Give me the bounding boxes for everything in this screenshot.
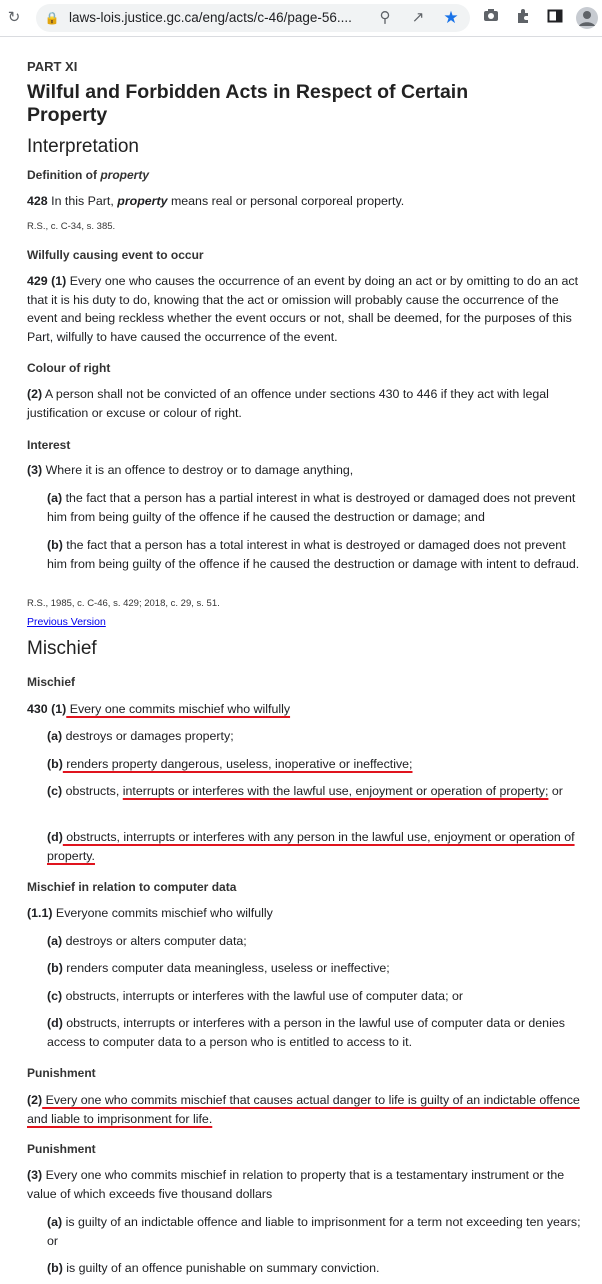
star-icon[interactable]: ★	[443, 8, 459, 27]
paragraph-430-3-b: (b) is guilty of an offence punishable on summary conviction.	[47, 1261, 380, 1275]
marginal-note-punishment-2: Punishment	[27, 1142, 96, 1156]
browser-toolbar	[0, 0, 602, 37]
part-label: PART XI	[27, 59, 78, 74]
camera-icon[interactable]	[481, 8, 501, 28]
extensions-icon[interactable]	[513, 8, 533, 28]
previous-version-link[interactable]: Previous Version	[27, 616, 106, 628]
marginal-note-colour: Colour of right	[27, 361, 111, 375]
paragraph-430-1-1-c: (c) obstructs, interrupts or interferes with the lawful use of computer data; or	[47, 989, 463, 1003]
url-text[interactable]: laws-lois.justice.gc.ca/eng/acts/c-46/page-56....	[69, 10, 352, 25]
history-428: R.S., c. C-34, s. 385.	[27, 221, 116, 232]
section-430-3: (3) Every one who commits mischief in relation to property that is a testamentary instrument or the value of which exceeds five thousand dollars	[27, 1168, 565, 1201]
lock-icon[interactable]: 🔒	[44, 11, 60, 25]
paragraph-429-3-b: (b) the fact that a person has a total interest in what is destroyed or damaged does not prevent him from being guilty of the offence if he caused the destruction or damage with intent to defraud.	[47, 538, 580, 571]
section-429-2: (2) A person shall not be convicted of an offence under sections 430 to 446 if they act with legal justification or excuse or colour of right.	[27, 387, 549, 420]
section-429-1: 429 (1) Every one who causes the occurrence of an event by doing an act or by omitting to do an act that it is his duty to do, knowing that the act or omission will probably cause the occurrence of the event and being reckless whether the event occurs or not, shall be deemed, for the purposes of this Part, wilfully to have caused the occurrence of the event.	[27, 274, 579, 344]
marginal-note-430: Mischief	[27, 675, 76, 689]
paragraph-430-b: (b) renders property dangerous, useless, inoperative or ineffective;	[47, 757, 413, 771]
history-429: R.S., 1985, c. C-46, s. 429; 2018, c. 29, s. 51.	[27, 598, 220, 609]
paragraph-430-c: (c) obstructs, interrupts or interferes with the lawful use, enjoyment or operation of property; or	[47, 784, 563, 798]
marginal-note-punishment-1: Punishment	[27, 1066, 96, 1080]
paragraph-430-1-1-b: (b) renders computer data meaningless, useless or ineffective;	[47, 961, 390, 975]
marginal-note-429: Wilfully causing event to occur	[27, 248, 204, 262]
section-429-3: (3) Where it is an offence to destroy or to damage anything,	[27, 463, 354, 477]
paragraph-430-3-a: (a) is guilty of an indictable offence and liable to imprisonment for a term not exceeding ten years; or	[47, 1215, 581, 1248]
paragraph-430-a: (a) destroys or damages property;	[47, 729, 234, 743]
paragraph-430-1-1-d: (d) obstructs, interrupts or interferes with a person in the lawful use of computer data or denies access to computer data to a person who is entitled to access to it.	[47, 1016, 565, 1049]
mischief-heading: Mischief	[27, 638, 97, 659]
marginal-note-computer-data: Mischief in relation to computer data	[27, 880, 237, 894]
section-428: 428 In this Part, property means real or personal corporeal property.	[27, 194, 405, 208]
profile-avatar[interactable]	[576, 7, 598, 29]
paragraph-430-1-1-a: (a) destroys or alters computer data;	[47, 934, 247, 948]
marginal-note-interest: Interest	[27, 438, 71, 452]
page-title: Wilful and Forbidden Acts in Respect of Certain Property	[27, 81, 469, 126]
paragraph-430-d: (d) obstructs, interrupts or interferes with any person in the lawful use, enjoyment or operation of property.	[47, 830, 575, 863]
reload-icon[interactable]: ↻	[7, 9, 21, 26]
interpretation-heading: Interpretation	[27, 136, 139, 157]
zoom-icon[interactable]: ⚲	[379, 9, 391, 26]
share-icon[interactable]: ↗	[411, 9, 425, 26]
side-panel-icon[interactable]	[545, 8, 565, 28]
marginal-note-definition: Definition of property	[27, 168, 150, 182]
section-430-2: (2) Every one who commits mischief that causes actual danger to life is guilty of an indictable offence and liable to imprisonment for life.	[27, 1093, 580, 1126]
section-430-1: 430 (1) Every one commits mischief who wilfully	[27, 702, 291, 716]
paragraph-429-3-a: (a) the fact that a person has a partial interest in what is destroyed or damaged does not prevent him from being guilty of the offence if he caused the destruction or damage; and	[47, 491, 576, 524]
section-430-1-1: (1.1) Everyone commits mischief who wilfully	[27, 906, 273, 920]
address-bar[interactable]	[36, 4, 470, 32]
